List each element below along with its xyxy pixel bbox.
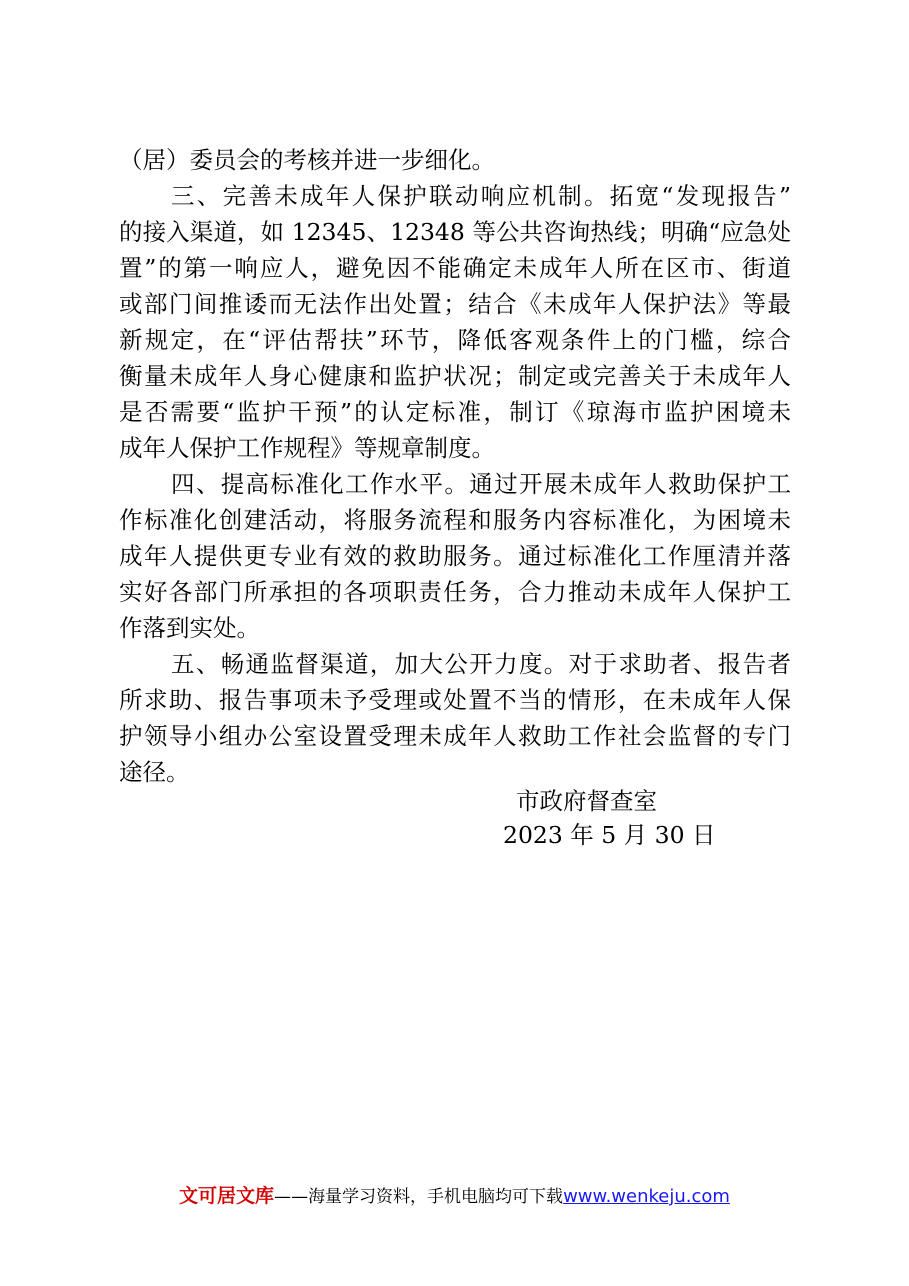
paragraph-line: 是否需要“监护干预”的认定标准，制订《琼海市监护困境未 xyxy=(119,398,791,426)
paragraph-line: 作标准化创建活动，将服务流程和服务内容标准化，为困境未 xyxy=(119,506,791,534)
paragraph-line: 所求助、报告事项未予受理或处置不当的情形，在未成年人保 xyxy=(119,686,791,714)
paragraph-line: 途径。 xyxy=(119,758,190,786)
paragraph-line: 置”的第一响应人，避免因不能确定未成年人所在区市、街道 xyxy=(119,254,791,282)
paragraph-line: 成年人提供更专业有效的救助服务。通过标准化工作厘清并落 xyxy=(119,542,791,570)
paragraph-line: 的接入渠道，如 12345、12348 等公共咨询热线；明确“应急处 xyxy=(119,218,791,246)
signature-date: 2023 年 5 月 30 日 xyxy=(503,821,716,849)
paragraph-line: （居）委员会的考核并进一步细化。 xyxy=(119,146,495,174)
paragraph-line: 衡量未成年人身心健康和监护状况；制定或完善关于未成年人 xyxy=(119,362,791,390)
footer-brand[interactable]: 文可居文库 xyxy=(179,1185,275,1207)
paragraph-line: 三、完善未成年人保护联动响应机制。拓宽“发现报告” xyxy=(171,182,791,210)
footer-banner xyxy=(0,1180,909,1212)
paragraph-line: 或部门间推诿而无法作出处置；结合《未成年人保护法》等最 xyxy=(119,290,791,318)
paragraph-line: 新规定，在“评估帮扶”环节，降低客观条件上的门槛，综合 xyxy=(119,326,791,354)
footer-website-link[interactable]: www.wenkeju.com xyxy=(563,1186,730,1207)
paragraph-line: 四、提高标准化工作水平。通过开展未成年人救助保护工 xyxy=(171,470,791,498)
paragraph-line: 成年人保护工作规程》等规章制度。 xyxy=(119,434,495,462)
footer-tagline: ——海量学习资料，手机电脑均可下载 xyxy=(274,1187,564,1207)
signature-organization: 市政府督查室 xyxy=(516,787,657,815)
paragraph-line: 实好各部门所承担的各项职责任务，合力推动未成年人保护工 xyxy=(119,578,791,606)
paragraph-line: 护领导小组办公室设置受理未成年人救助工作社会监督的专门 xyxy=(119,722,791,750)
paragraph-line: 作落到实处。 xyxy=(119,614,260,642)
paragraph-line: 五、畅通监督渠道，加大公开力度。对于求助者、报告者 xyxy=(171,650,791,678)
